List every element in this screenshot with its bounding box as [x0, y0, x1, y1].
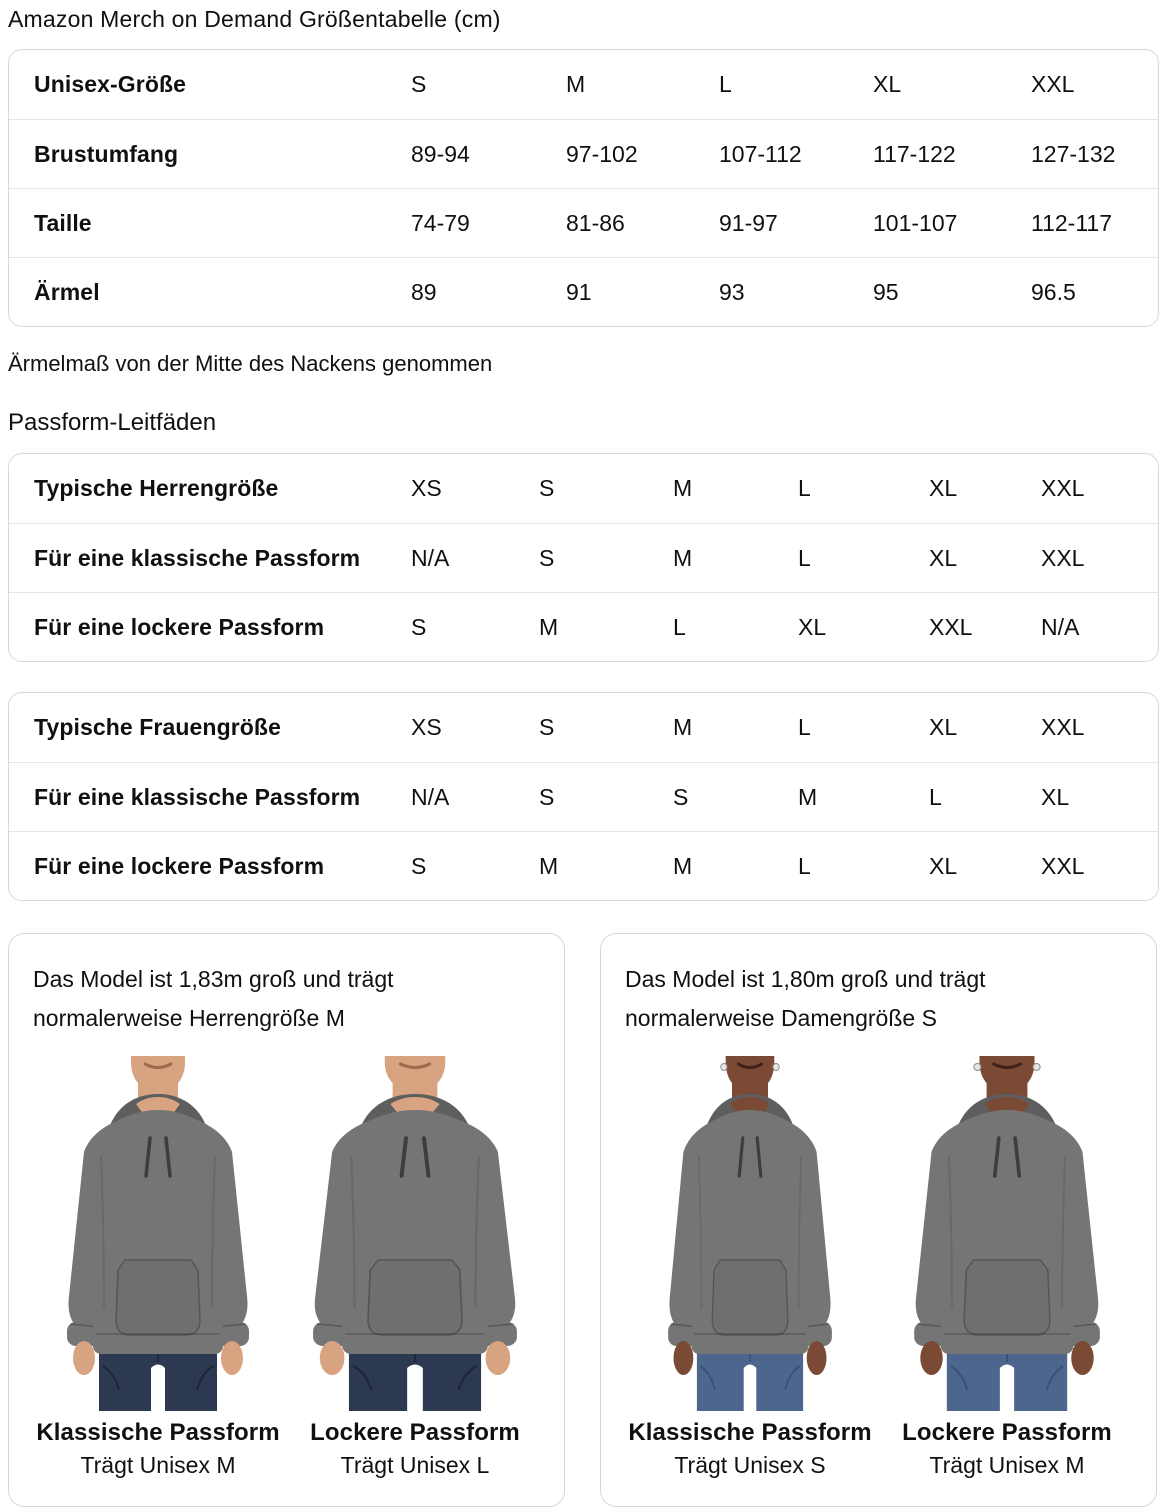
size-caption: Trägt Unisex M: [80, 1452, 236, 1478]
models-row: [625, 1056, 1132, 1479]
size-cell: 97-102: [566, 140, 638, 167]
size-cell: XS: [411, 475, 442, 501]
table-row: [9, 762, 1158, 831]
sleeve-measure-note: Ärmelmaß von der Mitte des Nackens genommen: [8, 351, 493, 376]
size-cell: 81-86: [566, 209, 625, 236]
size-cell: M: [539, 852, 559, 879]
model-block: [33, 1056, 283, 1479]
size-cell: 112-117: [1031, 209, 1112, 236]
size-cell: XL: [929, 475, 958, 501]
size-cell: L: [719, 71, 732, 97]
womens-model-card: [600, 933, 1157, 1507]
size-cell: XL: [873, 71, 902, 97]
row-label: Brustumfang: [34, 140, 179, 167]
size-cell: 127-132: [1031, 140, 1116, 167]
size-cell: M: [673, 714, 693, 740]
table-row: [9, 523, 1158, 592]
size-cell: 117-122: [873, 140, 956, 167]
table-row: [9, 188, 1158, 257]
size-cell: XXL: [1041, 714, 1085, 740]
size-cell: 95: [873, 278, 899, 305]
size-cell: S: [539, 783, 555, 810]
size-cell: L: [929, 783, 942, 810]
model-cards-row: [8, 933, 1159, 1507]
row-label: Für eine lockere Passform: [34, 613, 325, 640]
size-cell: N/A: [1041, 613, 1080, 640]
row-label: Typische Frauengröße: [34, 714, 281, 740]
models-row: [33, 1056, 540, 1479]
row-label: Ärmel: [34, 278, 100, 305]
row-label: Typische Herrengröße: [34, 475, 279, 501]
row-label: Für eine klassische Passform: [34, 544, 361, 571]
size-cell: L: [798, 852, 811, 879]
table-row: [9, 592, 1158, 661]
size-cell: 91: [566, 278, 592, 305]
size-cell: S: [539, 544, 555, 571]
model-block: [290, 1056, 540, 1479]
size-cell: M: [673, 544, 693, 571]
table-row: [9, 831, 1158, 900]
size-cell: S: [673, 783, 689, 810]
model-description-line2: normalerweise Herrengröße M: [33, 1005, 345, 1031]
size-cell: S: [539, 475, 555, 501]
fit-caption: Lockere Passform: [310, 1419, 520, 1446]
fit-guides-heading: Passform-Leitfäden: [8, 409, 217, 436]
size-caption: Trägt Unisex S: [674, 1452, 826, 1478]
size-cell: XL: [929, 714, 958, 740]
size-cell: S: [411, 613, 427, 640]
size-cell: 89-94: [411, 140, 470, 167]
size-caption: Trägt Unisex L: [340, 1452, 490, 1478]
row-label: Taille: [34, 209, 92, 236]
fit-caption: Klassische Passform: [628, 1419, 872, 1446]
size-cell: 101-107: [873, 209, 958, 236]
model-block: [625, 1056, 875, 1479]
size-cell: L: [798, 475, 811, 501]
model-photo-male-loose: [290, 1056, 540, 1411]
model-description: [33, 960, 540, 1038]
size-cell: S: [539, 714, 555, 740]
model-description-line1: Das Model ist 1,83m groß und trägt: [33, 966, 394, 992]
model-description-line1: Das Model ist 1,80m groß und trägt: [625, 966, 986, 992]
size-cell: XXL: [1041, 852, 1085, 879]
size-cell: XS: [411, 714, 442, 740]
size-cell: L: [798, 544, 811, 571]
size-cell: L: [798, 714, 811, 740]
model-photo-male-classic: [33, 1056, 283, 1411]
size-cell: N/A: [411, 783, 450, 810]
size-cell: L: [673, 613, 686, 640]
mens-fit-table: [8, 453, 1159, 662]
size-cell: M: [566, 71, 586, 97]
womens-fit-table: [8, 692, 1159, 901]
table-row: [9, 693, 1158, 762]
size-cell: N/A: [411, 544, 450, 571]
size-cell: 93: [719, 278, 745, 305]
model-description: [625, 960, 1132, 1038]
size-cell: S: [411, 852, 427, 879]
page-title: Amazon Merch on Demand Größentabelle (cm): [8, 6, 501, 32]
model-description-line2: normalerweise Damengröße S: [625, 1005, 937, 1031]
size-cell: M: [673, 852, 693, 879]
table-row: [9, 454, 1158, 523]
size-cell: 107-112: [719, 140, 802, 167]
model-photo-female-classic: [625, 1056, 875, 1411]
size-caption: Trägt Unisex M: [929, 1452, 1085, 1478]
table-row: [9, 50, 1158, 119]
row-label: Für eine klassische Passform: [34, 783, 361, 810]
size-cell: XXL: [1041, 475, 1085, 501]
size-cell: XXL: [1031, 71, 1075, 97]
mens-model-card: [8, 933, 565, 1507]
size-cell: XL: [798, 613, 827, 640]
size-cell: S: [411, 71, 427, 97]
size-cell: M: [673, 475, 693, 501]
fit-caption: Lockere Passform: [902, 1419, 1112, 1446]
size-cell: 74-79: [411, 209, 470, 236]
model-block: [882, 1056, 1132, 1479]
size-cell: XL: [1041, 783, 1070, 810]
size-cell: XXL: [1041, 544, 1085, 571]
size-table: [8, 49, 1159, 327]
table-row: [9, 257, 1158, 326]
table-row: [9, 119, 1158, 188]
size-cell: 96.5: [1031, 278, 1076, 305]
model-photo-female-loose: [882, 1056, 1132, 1411]
fit-caption: Klassische Passform: [36, 1419, 280, 1446]
size-cell: M: [798, 783, 818, 810]
size-cell: XL: [929, 852, 958, 879]
size-cell: 91-97: [719, 209, 778, 236]
size-cell: XXL: [929, 613, 973, 640]
row-label: Für eine lockere Passform: [34, 852, 325, 879]
row-label: Unisex-Größe: [34, 71, 187, 97]
size-cell: 89: [411, 278, 437, 305]
size-cell: M: [539, 613, 559, 640]
size-cell: XL: [929, 544, 958, 571]
